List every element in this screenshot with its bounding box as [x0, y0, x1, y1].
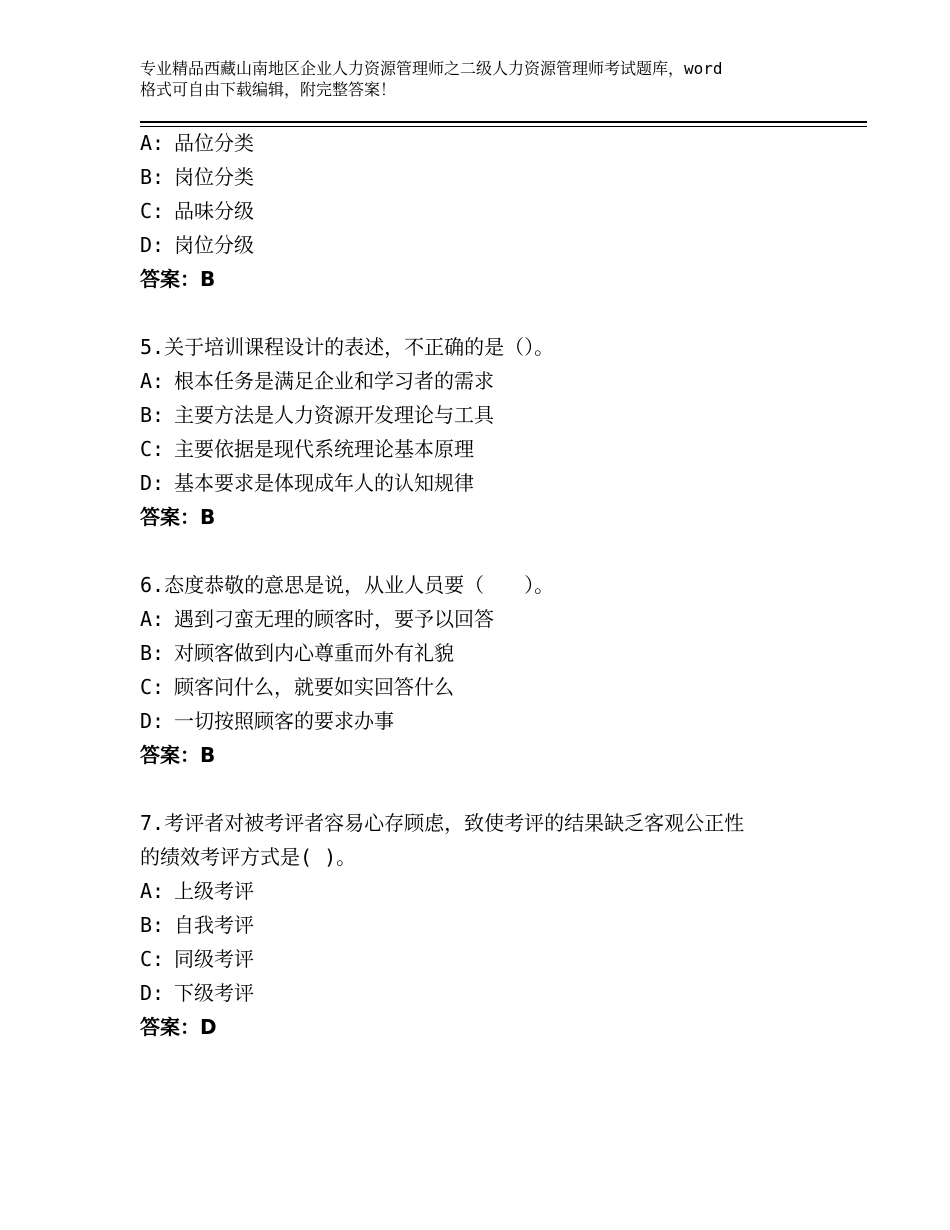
question-text-line-2: 的绩效考评方式是( )。: [140, 845, 357, 869]
option-b: B: 岗位分类: [140, 165, 254, 189]
option-d: D: 下级考评: [140, 981, 254, 1005]
option-a: A: 品位分类: [140, 131, 254, 155]
option-b: B: 主要方法是人力资源开发理论与工具: [140, 403, 494, 427]
answer-line: [140, 500, 820, 534]
option-d: D: 一切按照顾客的要求办事: [140, 709, 394, 733]
option-b: B: 自我考评: [140, 913, 254, 937]
answer-value: B: [200, 743, 216, 767]
option-d: D: 基本要求是体现成年人的认知规律: [140, 471, 474, 495]
question-text: 6.态度恭敬的意思是说，从业人员要（ ）。: [140, 573, 555, 597]
answer-value: D: [200, 1015, 217, 1039]
option-c: C: 主要依据是现代系统理论基本原理: [140, 437, 474, 461]
option-c: C: 顾客问什么，就要如实回答什么: [140, 675, 454, 699]
header-line-2: 格式可自由下载编辑，附完整答案！: [140, 80, 397, 99]
answer-line: [140, 1010, 820, 1044]
answer-label: 答案：: [140, 1015, 200, 1039]
document-header: [140, 58, 830, 100]
question-7: [140, 806, 820, 1044]
answer-line: [140, 738, 820, 772]
option-a: A: 根本任务是满足企业和学习者的需求: [140, 369, 494, 393]
question-partial: [140, 126, 820, 296]
answer-value: B: [200, 267, 216, 291]
option-a: A: 上级考评: [140, 879, 254, 903]
question-5: [140, 330, 820, 534]
answer-value: B: [200, 505, 216, 529]
question-list: [140, 126, 820, 1044]
answer-label: 答案：: [140, 267, 200, 291]
answer-label: 答案：: [140, 743, 200, 767]
header-line-1: 专业精品西藏山南地区企业人力资源管理师之二级人力资源管理师考试题库，word: [140, 59, 723, 78]
answer-line: [140, 262, 820, 296]
question-text: 5.关于培训课程设计的表述，不正确的是（）。: [140, 335, 555, 359]
option-c: C: 同级考评: [140, 947, 254, 971]
option-a: A: 遇到刁蛮无理的顾客时，要予以回答: [140, 607, 494, 631]
option-b: B: 对顾客做到内心尊重而外有礼貌: [140, 641, 454, 665]
question-6: [140, 568, 820, 772]
option-d: D: 岗位分级: [140, 233, 254, 257]
question-text-line-1: 7.考评者对被考评者容易心存顾虑，致使考评的结果缺乏客观公正性: [140, 811, 745, 835]
answer-label: 答案：: [140, 505, 200, 529]
option-c: C: 品味分级: [140, 199, 254, 223]
